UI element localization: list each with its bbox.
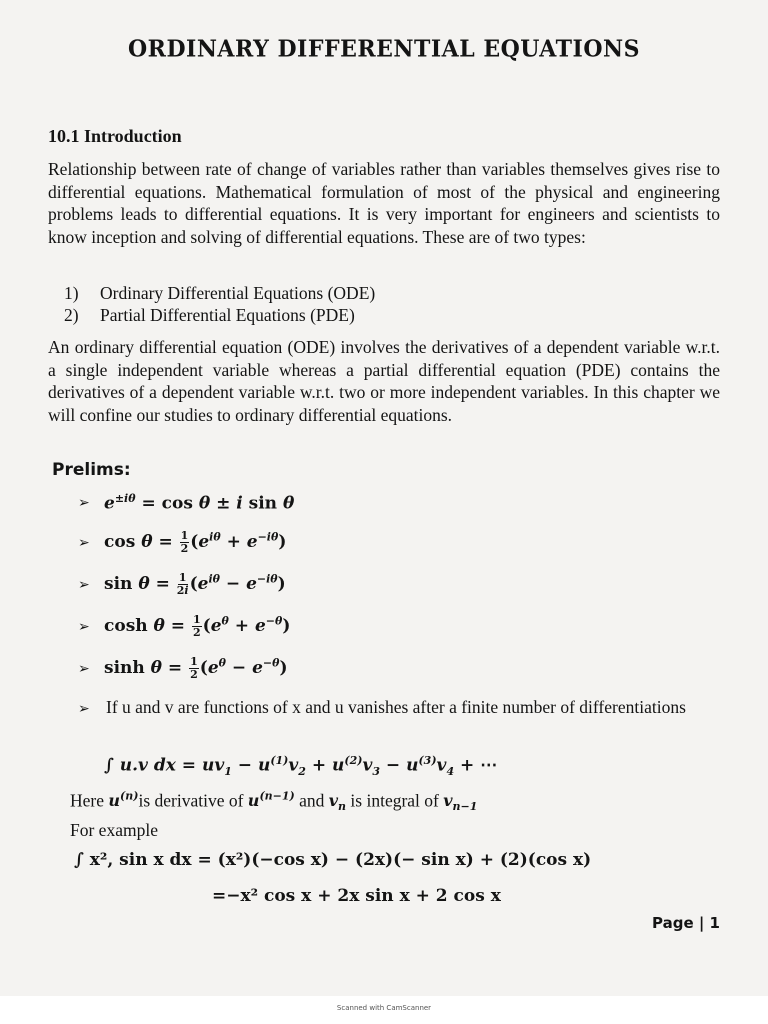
formula-sin: ➢ sin θ = $\frac{1}{2i}$ $(e^{i\theta} - e^{-i\theta})$ [78, 571, 286, 597]
page-title: ORDINARY DIFFERENTIAL EQUATIONS [128, 35, 640, 63]
for-example-label: For example [70, 820, 158, 840]
list-item: 2) Partial Differential Equations (PDE) [64, 305, 355, 325]
bullet-text: If u and v are functions of x and u vanishes after a finite number of differentiations [106, 697, 686, 717]
intro-paragraph: Relationship between rate of change of variables rather than variables themselves gives rise to differential equations. Mathematical formulation of most of the physical and engineering problems leads to differential equations. It is very important for engineers and scientists to know inception and solving of differential equations. These are of two types: [48, 159, 720, 247]
ode-paragraph: An ordinary differential equation (ODE) involves the derivatives of a dependent variable w.r.t. a single independent variable whereas a partial differential equation (PDE) contains the derivatives of a dependent variable w.r.t. two or more independent variables. In this chapter we will confine our studies to ordinary differential equations. [48, 337, 720, 425]
scanner-watermark: Scanned with CamScanner [336, 1004, 432, 1012]
example-line-1: ∫ x², sin x dx = (x²)(−cos x) − (2x)(− sin x) + (2)(cos x) [74, 850, 592, 870]
page-number: Page | 1 [652, 914, 720, 932]
arrow-bullet-icon: ➢ [78, 494, 90, 511]
integration-formula: ∫ u.v dx = $uv_1 - u^{(1)}v_2 + u^{(2)}v_3 - u^{(3)}v_4$ + ⋯ [104, 754, 498, 779]
derivative-note: Here $u^{(n)}is$ derivative of $u^{(n-1)}$ and $v_n$ is integral of $v_{n-1}$ [70, 790, 478, 814]
equation-types-list [64, 282, 375, 326]
arrow-bullet-icon: ➢ [78, 701, 90, 717]
arrow-bullet-icon: ➢ [78, 618, 90, 635]
example-line-2: =−x² cos x + 2x sin x + 2 cos x [212, 886, 501, 906]
arrow-bullet-icon: ➢ [78, 660, 90, 677]
formula-cos: ➢ cos θ = $\frac{1}{2}$ $(e^{i\theta} + e^{-i\theta})$ [78, 529, 287, 555]
integration-by-parts-note [78, 697, 724, 718]
section-heading: 10.1 Introduction [48, 126, 182, 146]
formula-euler: ➢ $e^{\pm i\theta} = \cos \theta \pm i$ sin θ [78, 492, 295, 514]
arrow-bullet-icon: ➢ [78, 576, 90, 593]
formula-cosh: ➢ cosh θ = $\frac{1}{2}$ $(e^\theta + e^{-\theta})$ [78, 613, 291, 639]
arrow-bullet-icon: ➢ [78, 534, 90, 551]
formula-sinh: ➢ sinh θ = $\frac{1}{2}$ $(e^\theta - e^{-\theta})$ [78, 655, 288, 681]
prelims-label: Prelims: [52, 460, 131, 480]
list-item: 1) Ordinary Differential Equations (ODE) [64, 283, 376, 303]
